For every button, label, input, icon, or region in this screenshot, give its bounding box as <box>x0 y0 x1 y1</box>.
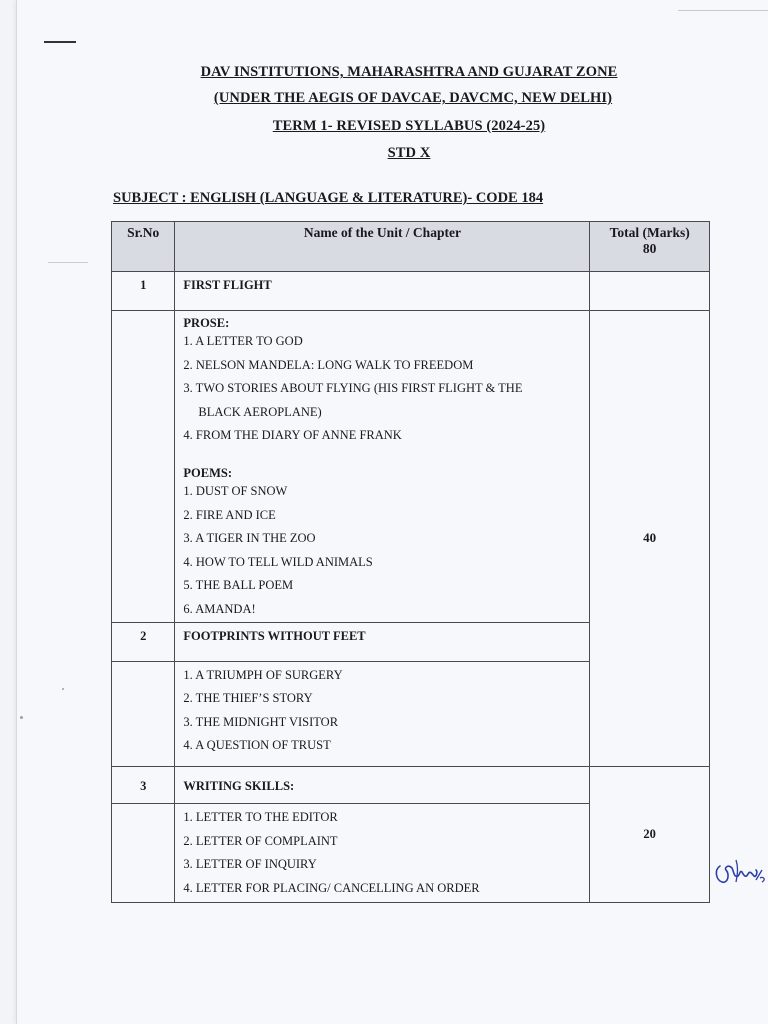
marks-cell <box>590 272 710 311</box>
aegis-line: (UNDER THE AEGIS OF DAVCAE, DAVCMC, NEW DELHI) <box>213 90 613 106</box>
header-unit-name: Name of the Unit / Chapter <box>175 222 590 272</box>
sr-cell <box>112 803 175 902</box>
list-item: 2. THE THIEF’S STORY <box>183 691 313 706</box>
list-item: 4. LETTER FOR PLACING/ CANCELLING AN ORDER <box>183 880 480 895</box>
term-title: TERM 1- REVISED SYLLABUS (2024-25) <box>272 118 546 134</box>
list-item: 2. FIRE AND ICE <box>183 507 276 522</box>
writing-marks: 20 <box>590 766 710 902</box>
header-total-marks-label: Total (Marks) <box>609 225 690 240</box>
list-item: 3. TWO STORIES ABOUT FLYING (HIS FIRST FLIGHT & THE <box>183 381 523 396</box>
unit-number: 2 <box>112 622 175 661</box>
list-item: 5. THE BALL POEM <box>183 578 294 593</box>
list-item: 2. LETTER OF COMPLAINT <box>183 833 338 848</box>
list-item: 4. FROM THE DIARY OF ANNE FRANK <box>183 428 402 443</box>
sr-cell <box>112 311 175 623</box>
list-item: 3. A TIGER IN THE ZOO <box>183 531 316 546</box>
chapter-list-cell <box>175 661 590 766</box>
syllabus-table <box>111 221 710 903</box>
list-item: 1. LETTER TO THE EDITOR <box>183 809 338 824</box>
list-item: 3. LETTER OF INQUIRY <box>183 857 317 872</box>
institution-title: DAV INSTITUTIONS, MAHARASHTRA AND GUJARAT ZONE <box>200 64 618 80</box>
header-total-marks-value: 80 <box>642 241 657 256</box>
scan-speck <box>48 262 88 263</box>
table-row <box>112 766 710 803</box>
list-item: 1. DUST OF SNOW <box>183 483 288 498</box>
chapter-list-cell <box>175 803 590 902</box>
corner-dash-mark <box>44 41 76 43</box>
handwritten-signature <box>712 852 768 892</box>
table-row <box>112 272 710 311</box>
chapter-list-cell <box>175 311 590 623</box>
subject-heading: SUBJECT : ENGLISH (LANGUAGE & LITERATURE)- CODE 184 <box>113 190 544 206</box>
unit-number: 3 <box>112 766 175 803</box>
literature-marks: 40 <box>590 311 710 767</box>
scan-speck <box>62 688 64 690</box>
poems-heading: POEMS: <box>183 465 233 480</box>
table-header-row <box>112 222 710 272</box>
list-item: 1. A LETTER TO GOD <box>183 334 303 348</box>
list-item: 2. NELSON MANDELA: LONG WALK TO FREEDOM <box>183 357 474 372</box>
list-item: 4. HOW TO TELL WILD ANIMALS <box>183 554 373 569</box>
standard-title: STD X <box>387 145 431 161</box>
paper-edge <box>678 0 768 11</box>
list-item: BLACK AEROPLANE) <box>198 404 322 419</box>
table-row <box>112 311 710 623</box>
list-item: 4. A QUESTION OF TRUST <box>183 738 331 753</box>
prose-heading: PROSE: <box>183 316 230 330</box>
header-total-marks <box>590 222 710 272</box>
unit-title: WRITING SKILLS: <box>175 766 590 803</box>
sr-cell <box>112 661 175 766</box>
list-item: 6. AMANDA! <box>183 601 256 616</box>
scan-speck <box>20 716 23 719</box>
unit-title: FOOTPRINTS WITHOUT FEET <box>175 622 590 661</box>
list-item: 3. THE MIDNIGHT VISITOR <box>183 714 339 729</box>
unit-title: FIRST FLIGHT <box>175 272 590 311</box>
unit-number: 1 <box>112 272 175 311</box>
list-item: 1. A TRIUMPH OF SURGERY <box>183 667 343 682</box>
header-sr-no: Sr.No <box>112 222 175 272</box>
